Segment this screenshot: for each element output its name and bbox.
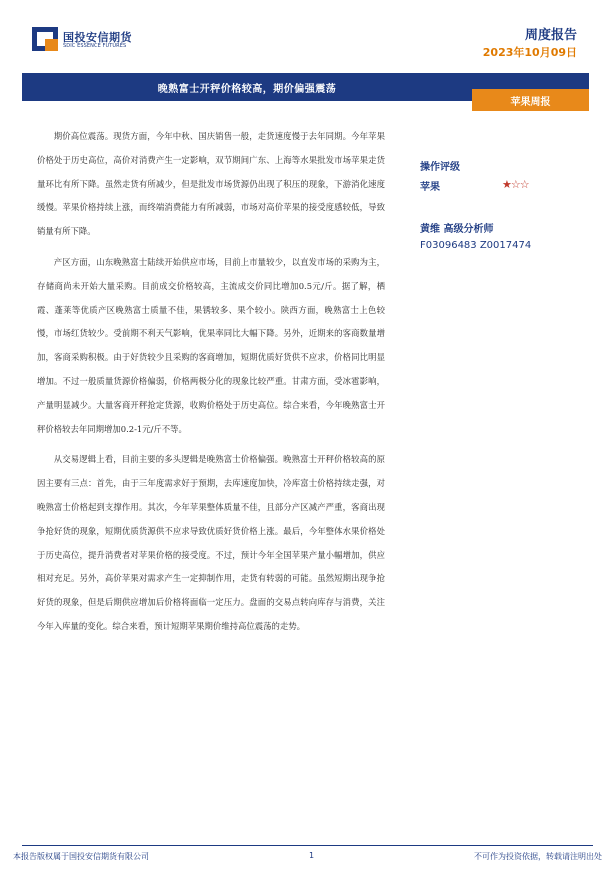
logo-mark-icon — [32, 27, 58, 51]
footer-copyright: 本报告版权属于国投安信期货有限公司 — [13, 852, 149, 861]
rating-item: 苹果 — [420, 182, 440, 193]
title-bar-extension — [472, 73, 589, 89]
report-tag — [472, 89, 589, 111]
rating-sidebar — [420, 158, 590, 251]
paragraph-trading-logic: 从交易逻辑上看，目前主要的多头逻辑是晚熟富士价格偏强。晚熟富士开秤价格较高的原因主要有三点：首先，由于三年度需求好于预期，去库速度加快，冷库富士价格持续走强，对晚熟富士价格起到支撑作用。其次，今年苹果整体质量不佳，且部分产区减产严重，客商出现争抢好货的现象，短期优质货源供不应求导致优质好货价格上涨。最后，今年整体水果价格处于历史高位，提升消费者对苹果价格的接受度。不过，预计今年全国苹果产量小幅增加，供应相对充足。另外，高价苹果对需求产生一定抑制作用，走货有转弱的可能。虽然短期出现争抢好货的现象，但是后期供应增加后价格将面临一定压力。盘面的交易点转向库存与消费，关注今年入库量的变化。综合来看，预计短期苹果期价维持高位震荡的走势。 — [37, 454, 385, 631]
report-tag-label: 苹果周报 — [510, 96, 551, 108]
report-body — [37, 125, 385, 646]
analyst-license: F03096483 Z0017474 — [420, 240, 532, 251]
paragraph-market-overview: 期价高位震荡。现货方面，今年中秋、国庆销售一般，走货速度慢于去年同期。今年苹果价格处于历史高位，高价对消费产生一定影响，双节期间广东、上海等水果批发市场苹果走货量环比有所下降。虽然走货有所减少，但是批发市场货源仍出现了积压的现象，下游消化速度缓慢。苹果价格持续上涨，而终端消费能力有所减弱，市场对高价苹果的接受度感较低，导致销量有所下降。 — [37, 131, 385, 237]
company-logo — [32, 27, 162, 53]
rating-title: 操作评级 — [420, 162, 460, 173]
report-title: 晚熟富士开秤价格较高，期价偏强震荡 — [157, 83, 337, 95]
footer-disclaimer: 不可作为投资依据，转载请注明出处 — [474, 852, 602, 861]
report-title-bar — [22, 73, 472, 101]
star-rating-icon: ★☆☆ — [502, 178, 529, 191]
logo-english-name: SDIC ESSENCE FUTURES — [63, 43, 127, 49]
paragraph-production-areas: 产区方面，山东晚熟富士陆续开始供应市场，目前上市量较少，以直发市场的采购为主，存储商尚未开始大量采购。目前成交价格较高，主流成交价同比增加0.5元/斤。据了解，栖霞、蓬莱等优质产区晚熟富士质量不佳，果锈较多、果个较小。陕西方面，晚熟富士上色较慢，市场红货较少。受前期不利天气影响，优果率同比大幅下降。另外，近期来的客商数量增加，客商采购积极。由于好货较少且采购的客商增加，短期优质好货供不应求，价格同比明显增加。不过一般质量货源价格偏弱，价格两极分化的现象比较严重。甘肃方面，受冰雹影响，产量明显减少。大量客商开秤抢定货源，收购价格处于历史高位。综合来看，今年晚熟富士开秤价格较去年同期增加0.2-1元/斤不等。 — [37, 256, 385, 434]
analyst-name: 黄维 高级分析师 — [420, 224, 494, 235]
rating-row — [420, 178, 590, 198]
logo-chinese-name: 国投安信期货 — [63, 31, 132, 44]
report-type-label: 周度报告 — [524, 28, 577, 43]
footer-divider — [22, 845, 593, 846]
page-number: 1 — [309, 851, 315, 860]
report-date: 2023年10月09日 — [482, 46, 577, 59]
